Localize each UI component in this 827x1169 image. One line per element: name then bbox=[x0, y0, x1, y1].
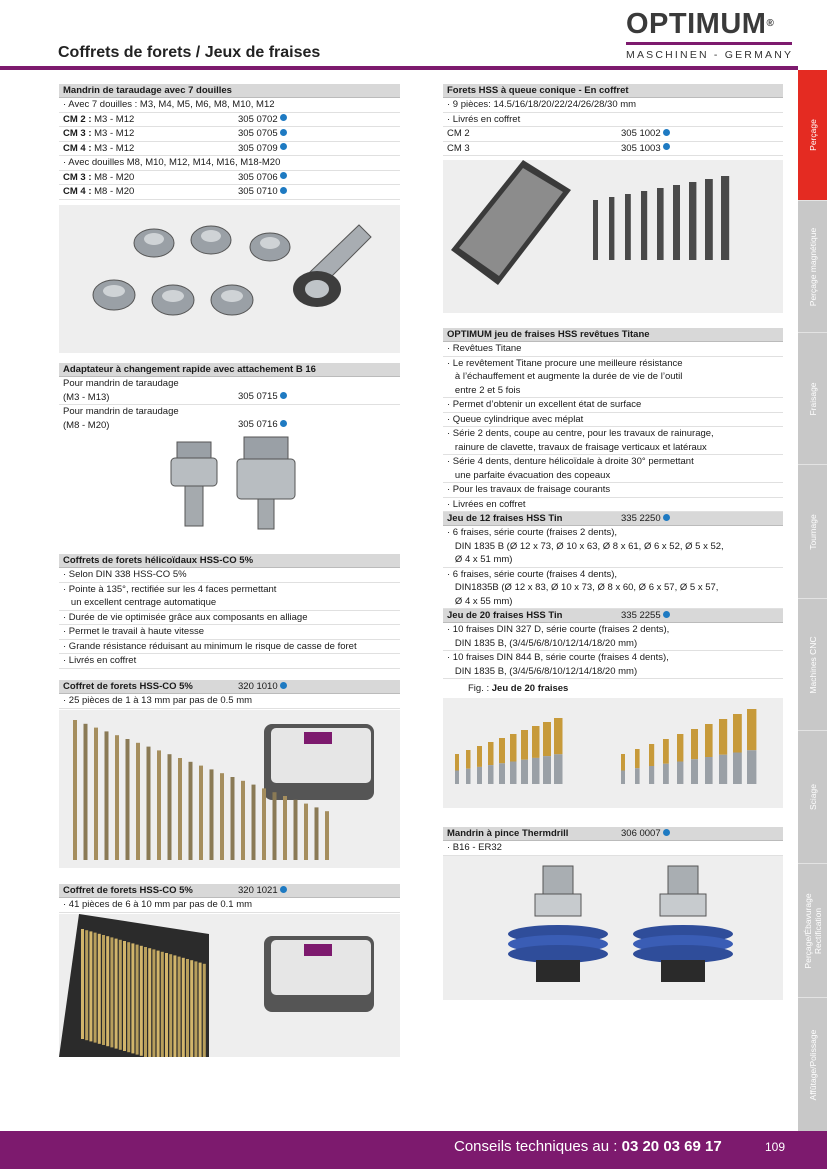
list-item: · 10 fraises DIN 844 B, série courte (fraises 4 dents), bbox=[447, 652, 669, 663]
info-icon[interactable] bbox=[280, 172, 287, 179]
table-row: CM 4 : M8 - M20 305 0710 bbox=[59, 185, 400, 200]
list-item: · Livrées en coffret bbox=[443, 498, 783, 513]
list-item: · Livrés en coffret bbox=[443, 113, 783, 128]
info-icon[interactable] bbox=[663, 514, 670, 521]
tab-machines-cnc[interactable]: Machines CNC bbox=[798, 599, 827, 731]
list-item: · Pointe à 135°, rectifiée sur les 4 faces permettant bbox=[63, 583, 277, 595]
coffret2-image bbox=[59, 914, 400, 1057]
coffret-heli-title: Coffrets de forets hélicoïdaux HSS-CO 5% bbox=[59, 554, 400, 568]
list-item: · Durée de vie optimisée grâce aux composants en alliage bbox=[59, 611, 400, 626]
list-item: · Grande résistance réduisant au minimum le risque de casse de foret bbox=[59, 640, 400, 655]
article-code: 305 0706 bbox=[238, 171, 278, 183]
fraises-title: OPTIMUM jeu de fraises HSS revêtues Titane bbox=[443, 328, 783, 342]
table-row: CM 2 305 1002 bbox=[443, 127, 783, 142]
coffret1-header: Coffret de forets HSS-CO 5% 320 1010 bbox=[59, 680, 400, 694]
info-icon[interactable] bbox=[280, 392, 287, 399]
table-row: CM 3 305 1003 bbox=[443, 142, 783, 157]
fraises-section bbox=[443, 328, 783, 679]
list-item: · Selon DIN 338 HSS-CO 5% bbox=[59, 568, 400, 583]
article-code: 335 2255 bbox=[621, 610, 661, 621]
list-item: Ø 4 x 51 mm) bbox=[443, 553, 783, 568]
forets-conique-image bbox=[443, 160, 783, 313]
table-row: CM 3 : M3 - M12 305 0705 bbox=[59, 127, 400, 142]
list-item: · Le revêtement Titane procure une meilleure résistance bbox=[447, 357, 683, 369]
article-code: 335 2250 bbox=[621, 513, 661, 524]
table-row: Pour mandrin de taraudage (M3 - M13) 305 0715 bbox=[59, 377, 400, 405]
adaptateur-image bbox=[59, 432, 400, 542]
article-code: 320 1010 bbox=[238, 681, 278, 692]
article-code: 305 1002 bbox=[621, 128, 661, 139]
tab-percage-magnetique[interactable]: Perçage magnétique bbox=[798, 201, 827, 333]
list-item: · Revêtues Titane bbox=[443, 342, 783, 357]
list-item: à l’échauffement et augmente la durée de vie de l’outil bbox=[447, 371, 683, 382]
list-item: · Queue cylindrique avec méplat bbox=[443, 413, 783, 428]
article-code: 305 0702 bbox=[238, 113, 278, 125]
table-row: CM 3 : M8 - M20 305 0706 bbox=[59, 171, 400, 186]
list-item: · Livrés en coffret bbox=[59, 654, 400, 669]
list-item: entre 2 et 5 fois bbox=[443, 384, 783, 399]
header-rule bbox=[0, 66, 798, 70]
fraises-image bbox=[443, 698, 783, 808]
list-item: DIN1835B (Ø 12 x 83, Ø 10 x 73, Ø 8 x 60, Ø 6 x 57, Ø 5 x 57, bbox=[447, 582, 719, 593]
info-icon[interactable] bbox=[280, 114, 287, 121]
adaptateur-title: Adaptateur à changement rapide avec attachement B 16 bbox=[59, 363, 400, 377]
tab-sciage[interactable]: Sciage bbox=[798, 731, 827, 864]
thermdrill-image bbox=[443, 856, 783, 1000]
info-icon[interactable] bbox=[663, 611, 670, 618]
list-item: un excellent centrage automatique bbox=[59, 596, 400, 611]
table-row: CM 4 : M3 - M12 305 0709 bbox=[59, 142, 400, 157]
footer-contact: Conseils techniques au : 03 20 03 69 17 bbox=[454, 1138, 722, 1155]
info-icon[interactable] bbox=[280, 682, 287, 689]
mandrin-line2: · Avec douilles M8, M10, M12, M14, M16, M18-M20 bbox=[59, 156, 400, 171]
mandrin-image bbox=[59, 205, 400, 353]
article-code: 305 0716 bbox=[238, 419, 278, 430]
article-code: 305 0710 bbox=[238, 186, 278, 197]
tab-affutage[interactable]: Affûtage/Polissage bbox=[798, 998, 827, 1132]
list-item: · Série 4 dents, denture hélicoïdale à droite 30° permettant bbox=[447, 456, 694, 467]
mandrin-section bbox=[59, 84, 400, 200]
list-item: · 9 pièces: 14.5/16/18/20/22/24/26/28/30 mm bbox=[443, 98, 783, 113]
sidebar bbox=[798, 70, 827, 1131]
list-item: DIN 1835 B (Ø 12 x 73, Ø 10 x 63, Ø 8 x 61, Ø 6 x 52, Ø 5 x 52, bbox=[447, 540, 724, 552]
list-item: · Permet d’obtenir un excellent état de surface bbox=[443, 398, 783, 413]
list-item: · 6 fraises, série courte (fraises 2 dents), bbox=[447, 527, 618, 538]
coffret-heli-section bbox=[59, 554, 400, 669]
tab-percage[interactable]: Perçage bbox=[798, 70, 827, 201]
table-row: CM 2 : M3 - M12 305 0702 bbox=[59, 113, 400, 128]
list-item: DIN 1835 B, (3/4/5/6/8/10/12/14/18/20 mm) bbox=[443, 665, 783, 680]
brand-bar bbox=[626, 42, 792, 45]
list-item: rainure de clavette, travaux de fraisage verticaux et latéraux bbox=[443, 441, 783, 456]
info-icon[interactable] bbox=[280, 886, 287, 893]
info-icon[interactable] bbox=[280, 187, 287, 194]
list-item: · 25 pièces de 1 à 13 mm par pas de 0.5 mm bbox=[59, 694, 400, 709]
article-code: 305 0705 bbox=[238, 128, 278, 139]
thermdrill-section bbox=[443, 827, 783, 856]
list-item: DIN 1835 B, (3/4/5/6/8/10/12/14/18/20 mm) bbox=[443, 637, 783, 652]
article-code: 320 1021 bbox=[238, 885, 278, 896]
mandrin-line1: · Avec 7 douilles : M3, M4, M5, M6, M8, M10, M12 bbox=[59, 98, 400, 113]
list-item: · 10 fraises DIN 327 D, série courte (fraises 2 dents), bbox=[447, 624, 670, 635]
brand-logo bbox=[626, 8, 798, 60]
info-icon[interactable] bbox=[663, 829, 670, 836]
info-icon[interactable] bbox=[280, 129, 287, 136]
info-icon[interactable] bbox=[280, 420, 287, 427]
figure-caption: Fig. : Jeu de 20 fraises bbox=[468, 683, 569, 694]
list-item: une parfaite évacuation des copeaux bbox=[443, 469, 783, 484]
page-title: Coffrets de forets / Jeux de fraises bbox=[58, 44, 321, 61]
table-row: Pour mandrin de taraudage (M8 - M20) 305 0716 bbox=[59, 405, 400, 433]
jeu12-header: Jeu de 12 fraises HSS Tin 335 2250 bbox=[443, 512, 783, 526]
tab-ebavurage[interactable]: Perçage/Ébavurage Rectification bbox=[798, 864, 827, 998]
list-item: · B16 - ER32 bbox=[443, 841, 783, 856]
list-item: Ø 4 x 55 mm) bbox=[443, 595, 783, 610]
coffret2-header: Coffret de forets HSS-CO 5% 320 1021 bbox=[59, 884, 400, 898]
list-item: · 41 pièces de 6 à 10 mm par pas de 0.1 mm bbox=[59, 898, 400, 913]
page-number: 109 bbox=[765, 1140, 786, 1154]
coffret1-section bbox=[59, 680, 400, 709]
brand-registered: ® bbox=[766, 18, 775, 29]
list-item: · Pour les travaux de fraisage courants bbox=[443, 483, 783, 498]
info-icon[interactable] bbox=[663, 129, 670, 136]
forets-conique-section bbox=[443, 84, 783, 156]
list-item: · Permet le travail à haute vitesse bbox=[59, 625, 400, 640]
article-code: 305 1003 bbox=[621, 142, 661, 154]
forets-conique-title: Forets HSS à queue conique - En coffret bbox=[443, 84, 783, 98]
article-code: 306 0007 bbox=[621, 828, 661, 839]
info-icon[interactable] bbox=[280, 143, 287, 150]
thermdrill-header: Mandrin à pince Thermdrill 306 0007 bbox=[443, 827, 783, 841]
brand-subtitle: MASCHINEN - GERMANY bbox=[626, 49, 794, 61]
tab-fraisage[interactable]: Fraisage bbox=[798, 333, 827, 465]
coffret1-image bbox=[59, 710, 400, 868]
brand-name: OPTIMUM bbox=[626, 8, 767, 40]
info-icon[interactable] bbox=[663, 143, 670, 150]
mandrin-title: Mandrin de taraudage avec 7 douilles bbox=[59, 84, 400, 98]
list-item: · Série 2 dents, coupe au centre, pour les travaux de rainurage, bbox=[447, 428, 714, 439]
jeu20-header: Jeu de 20 fraises HSS Tin 335 2255 bbox=[443, 609, 783, 623]
tab-tournage[interactable]: Tournage bbox=[798, 465, 827, 599]
article-code: 305 0715 bbox=[238, 391, 278, 402]
list-item: · 6 fraises, série courte (fraises 4 dents), bbox=[447, 568, 618, 580]
adaptateur-section bbox=[59, 363, 400, 433]
footer-phone[interactable]: 03 20 03 69 17 bbox=[621, 1138, 722, 1155]
coffret2-section bbox=[59, 884, 400, 913]
article-code: 305 0709 bbox=[238, 142, 278, 154]
